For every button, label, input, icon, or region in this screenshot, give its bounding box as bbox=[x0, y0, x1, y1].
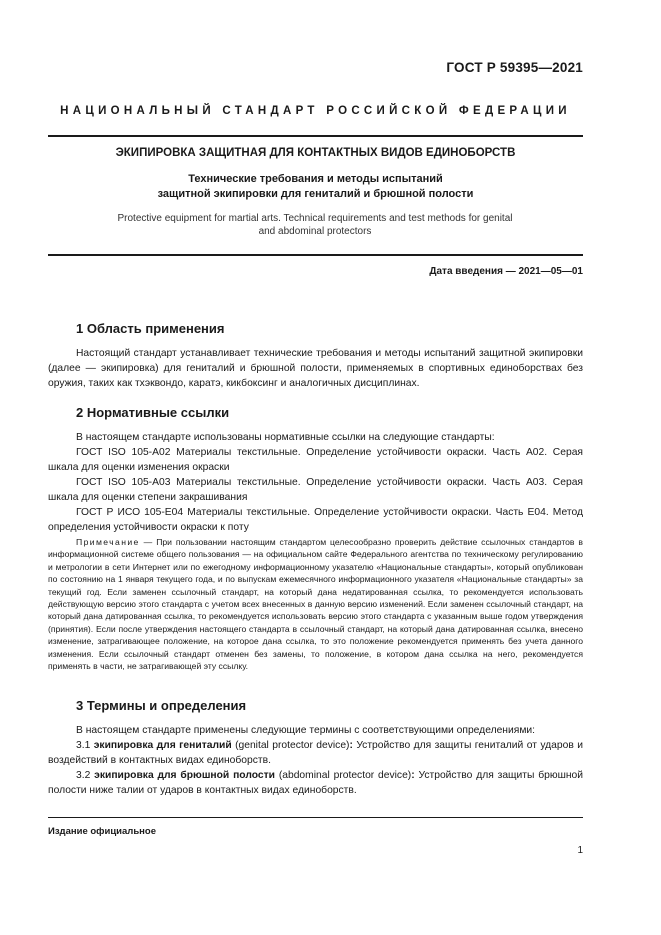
note-text: — При пользовании настоящим стандартом целесообразно проверить действие ссылочных стандартов в информационной системе общего пользования — на официальном сайте Федерального агентства по техническому регулированию и метрологии в сети Интернет или по ежегодному информационному указателю «Национальные стандарты», который опубликован по состоянию на 1 января текущего года, и по выпускам ежемесячного информационного указателя «Национальные стандарты» за текущий год. Если заменен ссылочный стандарт, на который дана недатированная ссылка, то рекомендуется использовать действующую версию этого стандарта с учетом всех внесенных в данную версию изменений. Если заменен ссылочный стандарт, на который дана датированная ссылка, то рекомендуется использовать версию этого стандарта с указанным выше годом утверждения (принятия). Если после утверждения настоящего стандарта в ссылочный стандарт, на который дана датированная ссылка, внесено изменение, затрагивающее положение, на которое дана ссылка, то это положение рекомендуется применять без учета данного изменения. Если ссылочный стандарт отменен без замены, то положение, в котором дана ссылка на него, рекомендуется применять в части, не затрагивающей эту ссылку. bbox=[48, 537, 583, 672]
section-1-title: 1 Область применения bbox=[76, 321, 225, 336]
term-definition: Устройство для защиты гениталий от ударов и воздействий в контактных видах единоборств. bbox=[48, 740, 583, 766]
section-3-intro: В настоящем стандарте применены следующие термины с соответствующими определениями: bbox=[76, 725, 536, 736]
edition-label: Издание официальное bbox=[48, 826, 156, 837]
term-english: (genital protector device) bbox=[235, 740, 350, 751]
subtitle-line-1: Технические требования и методы испытаний bbox=[188, 173, 443, 185]
page-number: 1 bbox=[577, 845, 583, 856]
english-title bbox=[70, 212, 560, 238]
term-item: 3.2 экипировка для брюшной полости (abdominal protector device): Устройство для защиты брюшной полости ниже талии от ударов в контактных видах единоборств. bbox=[48, 770, 583, 796]
term-name: экипировка для брюшной полости bbox=[94, 770, 275, 781]
reference-item: ГОСТ ISO 105-A03 Материалы текстильные. Определение устойчивости окраски. Часть A03. Серая шкала для оценки степени закрашивания bbox=[48, 477, 583, 503]
section-2-title: 2 Нормативные ссылки bbox=[76, 405, 230, 420]
section-2-intro: В настоящем стандарте использованы нормативные ссылки на следующие стандарты: bbox=[76, 432, 495, 443]
term-name: экипировка для гениталий bbox=[93, 740, 232, 751]
section-2-note bbox=[48, 536, 583, 672]
top-divider bbox=[48, 135, 583, 137]
national-standard-heading: НАЦИОНАЛЬНЫЙ СТАНДАРТ РОССИЙСКОЙ ФЕДЕРАЦИИ bbox=[60, 105, 571, 117]
reference-item: ГОСТ ISO 105-A02 Материалы текстильные. Определение устойчивости окраски. Часть A02. Серая шкала для оценки изменения окраски bbox=[48, 447, 583, 473]
title-divider bbox=[48, 254, 583, 256]
english-title-line-1: Protective equipment for martial arts. Technical requirements and test methods for genital bbox=[117, 213, 513, 224]
term-number: 3.1 bbox=[76, 740, 91, 751]
reference-item: ГОСТ Р ИСО 105-E04 Материалы текстильные. Определение устойчивости окраски. Часть E04. Метод определения устойчивости окраски к поту bbox=[48, 507, 583, 533]
subtitle-line-2: защитной экипировки для гениталий и брюшной полости bbox=[157, 188, 474, 200]
section-1-text: Настоящий стандарт устанавливает технические требования и методы испытаний защитной экипировки (далее — экипировка) для гениталий и брюшной полости, применяемых в спортивных единоборствах без оружия, таких как тхэквондо, каратэ, кикбоксинг и аналогичных дисциплинах. bbox=[48, 348, 583, 389]
gost-code: ГОСТ Р 59395—2021 bbox=[446, 60, 583, 75]
section-1-body bbox=[48, 346, 583, 391]
section-3-title: 3 Термины и определения bbox=[76, 698, 247, 713]
term-number: 3.2 bbox=[76, 770, 91, 781]
english-title-line-2: and abdominal protectors bbox=[258, 226, 372, 237]
footer-divider bbox=[48, 817, 583, 818]
term-definition: Устройство для защиты брюшной полости ниже талии от ударов в контактных видах единоборств. bbox=[48, 770, 583, 796]
document-subtitle bbox=[48, 172, 583, 202]
section-2-body bbox=[48, 430, 583, 535]
document-title: ЭКИПИРОВКА ЗАЩИТНАЯ ДЛЯ КОНТАКТНЫХ ВИДОВ ЕДИНОБОРСТВ bbox=[115, 147, 516, 159]
note-label: Примечание bbox=[76, 537, 140, 547]
section-3-body bbox=[48, 723, 583, 798]
term-item: 3.1 экипировка для гениталий (genital protector device): Устройство для защиты гениталий от ударов и воздействий в контактных видах единоборств. bbox=[48, 740, 583, 766]
introduction-date: Дата введения — 2021—05—01 bbox=[429, 266, 583, 277]
term-english: (abdominal protector device) bbox=[278, 770, 412, 781]
